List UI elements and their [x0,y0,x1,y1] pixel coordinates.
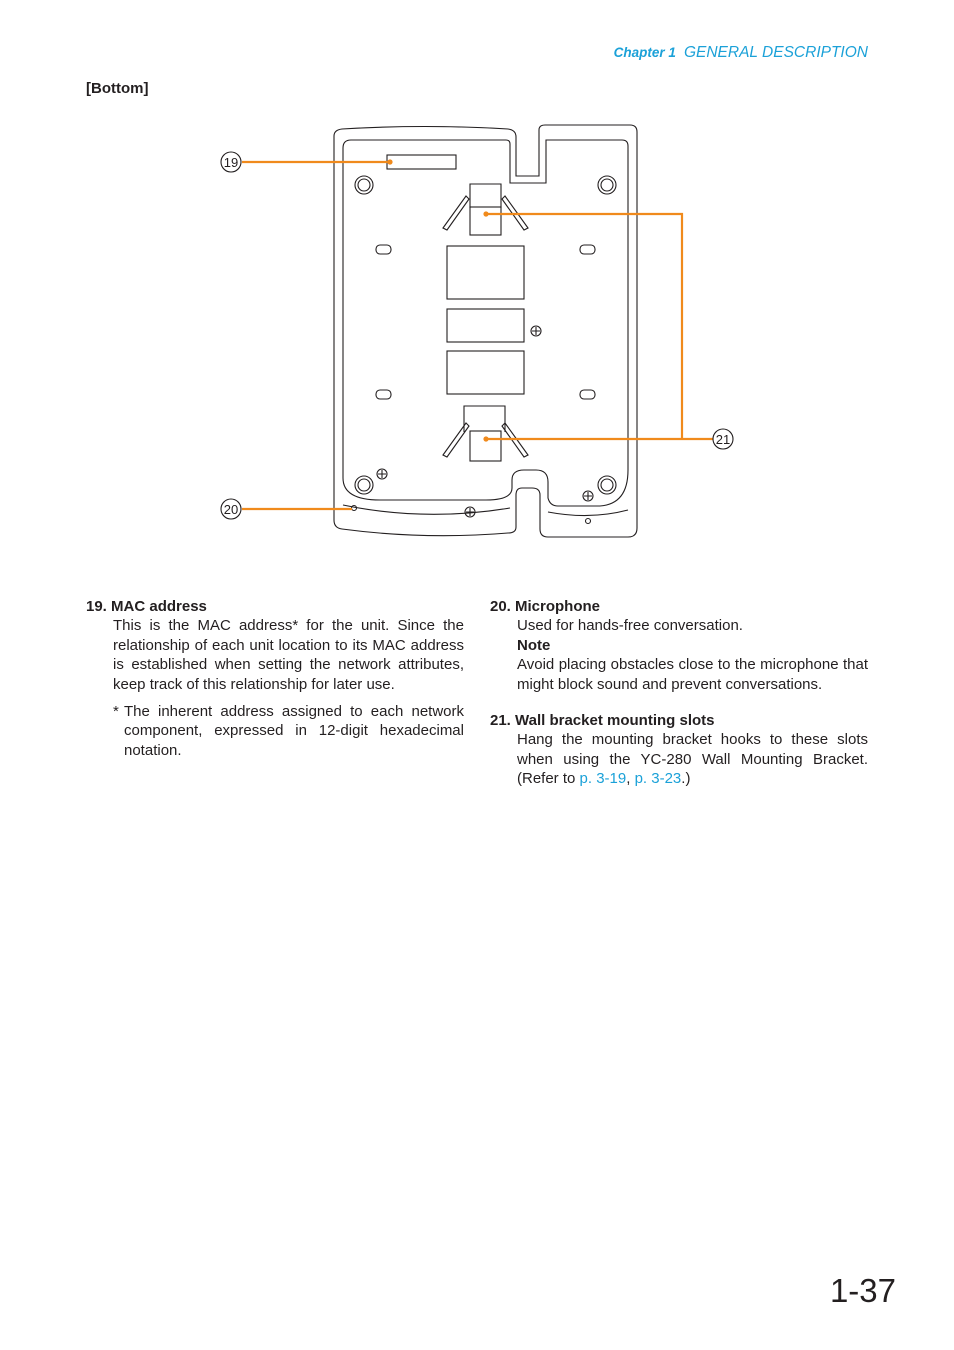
callout-19: 19 [223,155,239,170]
device-bottom-diagram [0,0,954,600]
mounting-slots-body [517,730,868,788]
leader-21 [486,214,713,439]
link-p3-19[interactable]: p. 3-19 [579,770,627,788]
chapter-label: Chapter 1 [613,45,676,60]
refer-separator: , [626,770,635,788]
screw-icon [531,326,541,336]
screw-icon [583,491,593,501]
screw-icon [377,469,387,479]
mac-address-body: This is the MAC address* for the unit. Since the relationship of each unit location to its MAC address is established when setting the network attributes, keep track of this relationship for later use. [113,617,464,693]
mounting-slots-title: 21. Wall bracket mounting slots [490,712,715,730]
lower-mounting-slot [443,406,528,461]
mounting-slots-text: Hang the mounting bracket hooks to these slots when using the YC-280 Wall Mounting Bracket. [517,731,868,768]
link-p3-23[interactable]: p. 3-23 [634,770,682,788]
microphone-note: Avoid placing obstacles close to the microphone that might block sound and prevent conversations. [517,656,868,693]
refer-suffix: .) [681,770,691,788]
left-column [86,597,464,760]
refer-prefix: (Refer to [517,770,580,788]
footnote-mark: * [113,703,119,721]
microphone-title: 20. Microphone [490,598,601,615]
mac-label-area [387,155,456,169]
mac-address-title: 19. MAC address [86,598,207,615]
note-label: Note [517,636,551,654]
device-outline [334,125,637,537]
device-inner-outline [343,140,628,506]
footnote [113,702,464,760]
right-column [490,597,868,789]
section-title: [Bottom] [86,80,149,97]
callout-21: 21 [715,432,731,447]
upper-mounting-slot [443,184,528,235]
microphone-body: Used for hands-free conversation. [517,617,743,635]
section-label: GENERAL DESCRIPTION [683,44,868,61]
callout-20: 20 [223,502,239,517]
screw-icon [465,507,475,517]
page-number: 1-37 [829,1272,896,1309]
footnote-text: The inherent address assigned to each network component, expressed in 12-digit hexadecimal notation. [124,703,464,759]
